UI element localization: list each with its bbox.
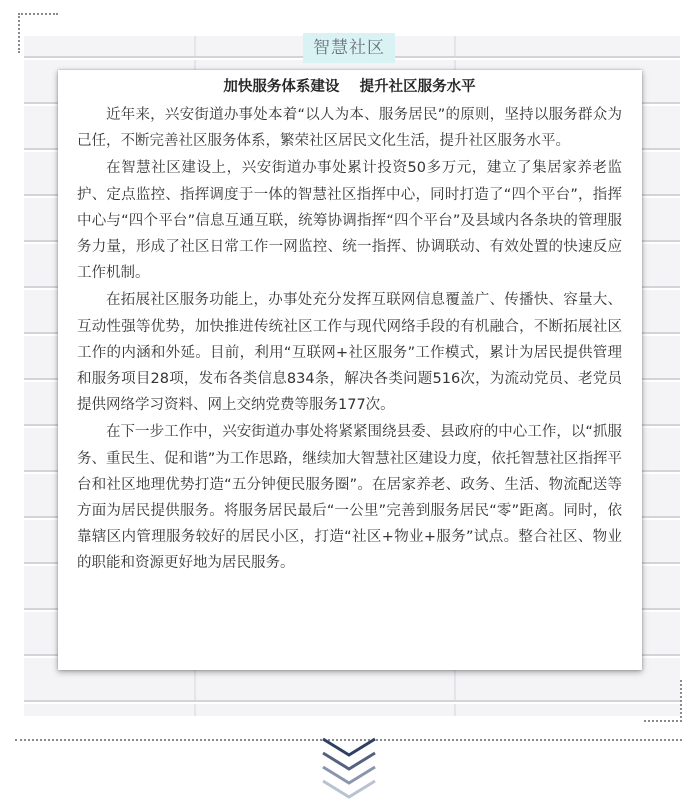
corner-decoration-bottom-right: [644, 680, 682, 722]
chevron-down-icon: [323, 739, 375, 755]
section-label: 智慧社区: [303, 33, 395, 63]
article-paragraph: 近年来，兴安街道办事处本着“以人为本、服务居民”的原则，坚持以服务群众为己任，不断完善社区服务体系，繁荣社区居民文化生活，提升社区服务水平。: [77, 107, 622, 150]
scroll-down-chevrons-icon[interactable]: [320, 736, 378, 800]
article-paragraph: 在下一步工作中，兴安街道办事处将紧紧围绕县委、县政府的中心工作，以“抓服务、重民生、促和谐”为工作思路，继续加大智慧社区建设力度，依托智慧社区指挥平台和社区地理优势打造“五分钟便民服务圈”。在居家养老、政务、生活、物流配送等方面为居民提供服务。将服务居民最后“一公里”完善到服务居民“零”距离。同时，依靠辖区内管理服务较好的居民小区，打造“社区+物业+服务”试点。整合社区、物业的职能和资源更好地为居民服务。: [77, 424, 622, 572]
article-paragraph: 在拓展社区服务功能上，办事处充分发挥互联网信息覆盖广、传播快、容量大、互动性强等优势，加快推进传统社区工作与现代网络手段的有机融合，不断拓展社区工作的内涵和外延。目前，利用“互联网+社区服务”工作模式，累计为居民提供管理和服务项目28项，发布各类信息834条，解决各类问题516次，为流动党员、老党员提供网络学习资料、网上交纳党费等服务177次。: [77, 292, 622, 414]
article-paragraph: 在智慧社区建设上，兴安街道办事处累计投资50多万元，建立了集居家养老监护、定点监控、指挥调度于一体的智慧社区指挥中心，同时打造了“四个平台”，指挥中心与“四个平台”信息互通互联，统筹协调指挥“四个平台”及县域内各条块的管理服务力量，形成了社区日常工作一网监控、统一指挥、协调联动、有效处置的快速反应工作机制。: [77, 160, 622, 282]
article-title: 加快服务体系建设 提升社区服务水平: [223, 79, 476, 95]
article-card: [58, 70, 642, 670]
